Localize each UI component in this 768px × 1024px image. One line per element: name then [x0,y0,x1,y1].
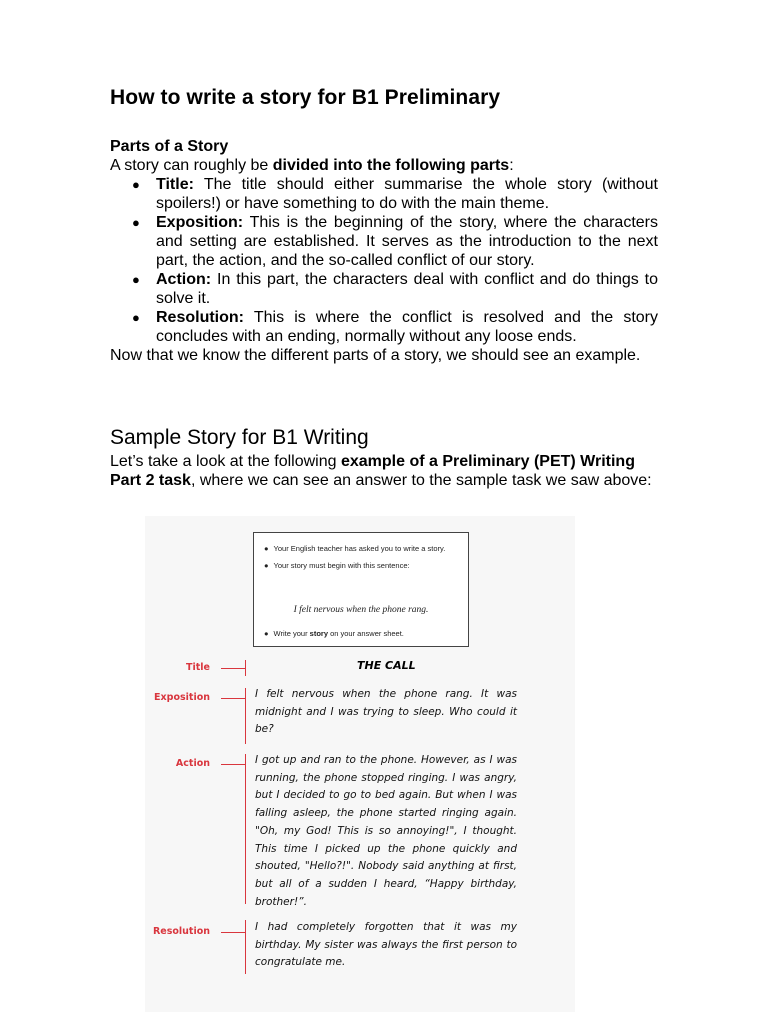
task-line [264,561,410,570]
list-item-text: In this part, the characters deal with conflict and do things to solve it. [156,271,658,307]
task-line-text: Your English teacher has asked you to write a story. [273,544,446,553]
connector-line [221,764,245,765]
page-title: How to write a story for B1 Preliminary [110,86,501,109]
list-item [110,308,658,346]
connector-line [221,698,245,699]
task-line-bold: story [309,629,328,638]
parts-section [110,137,658,365]
bullet-icon: ● [264,561,269,570]
task-line-text: Write your [273,629,310,638]
task-quote: I felt nervous when the phone rang. [293,605,429,615]
parts-intro [110,156,658,175]
task-line-text: on your answer sheet. [328,629,404,638]
bullet-icon: ● [132,272,140,287]
parts-outro: Now that we know the different parts of a story, we should see an example. [110,347,641,364]
bullet-icon: ● [132,177,140,192]
sample-intro-text: Let’s take a look at the following [110,453,341,470]
list-item-text: This is where the conflict is resolved and the story concludes with an ending, normally without any loose ends. [156,309,658,345]
task-line-text: Your story must begin with this sentence: [273,561,410,570]
parts-intro-text: A story can roughly be [110,157,273,174]
sample-intro [110,452,658,490]
bracket-line [245,660,246,676]
resolution-paragraph: I had completely forgotten that it was my birthday. My sister was always the first person to congratulate me. [255,921,517,969]
label-resolution: Resolution [152,926,210,937]
bullet-icon: ● [264,544,269,553]
story-title: THE CALL [357,659,416,672]
list-item [110,270,658,308]
sample-heading: Sample Story for B1 Writing [110,426,369,449]
label-title: Title [186,662,210,673]
list-item-term: Action: [156,271,212,288]
connector-line [221,932,245,933]
list-item-term: Exposition: [156,214,244,231]
list-item-text: This is the beginning of the story, where the characters and setting are established. It serves as the introduction to the next part, the action, and the so-called conflict of our story. [156,214,658,269]
list-item [110,175,658,213]
task-line [264,629,404,638]
sample-story-figure [145,516,575,1012]
list-item [110,213,658,270]
bullet-icon: ● [132,310,140,325]
list-item-term: Title: [156,176,194,193]
parts-intro-end: : [509,157,514,174]
action-paragraph: I got up and ran to the phone. However, as I was running, the phone stopped ringing. I was angry, but I decided to go to bed again. But when I was falling asleep, the phone started ringing again. "Oh, my God! This is so annoying!", I thought. This time I picked up the phone quickly and shouted, "Hello?!". Nobody said anything at first, but all of a sudden I heard, “Happy birthday, brother!”. [255,754,517,908]
bullet-icon: ● [264,629,269,638]
parts-intro-bold: divided into the following parts [272,157,510,174]
bracket-line [245,754,246,904]
label-action: Action [175,758,210,769]
parts-heading: Parts of a Story [110,138,229,155]
sample-intro-bold: example of a Preliminary (PET) Writing Part 2 task [110,453,635,489]
exposition-paragraph: I felt nervous when the phone rang. It was midnight and I was trying to sleep. Who could it be? [255,688,517,736]
list-item-text: The title should either summarise the whole story (without spoilers!) or have something to do with the main theme. [156,176,658,212]
label-exposition: Exposition [154,692,210,703]
sample-section [110,452,658,490]
bracket-line [245,688,246,744]
bullet-icon: ● [132,215,140,230]
task-line [264,544,445,553]
sample-intro-end: , where we can see an answer to the sample task we saw above: [190,472,652,489]
connector-line [221,668,245,669]
task-box [253,532,469,647]
parts-list [110,175,658,346]
bracket-line [245,920,246,974]
list-item-term: Resolution: [156,309,244,326]
